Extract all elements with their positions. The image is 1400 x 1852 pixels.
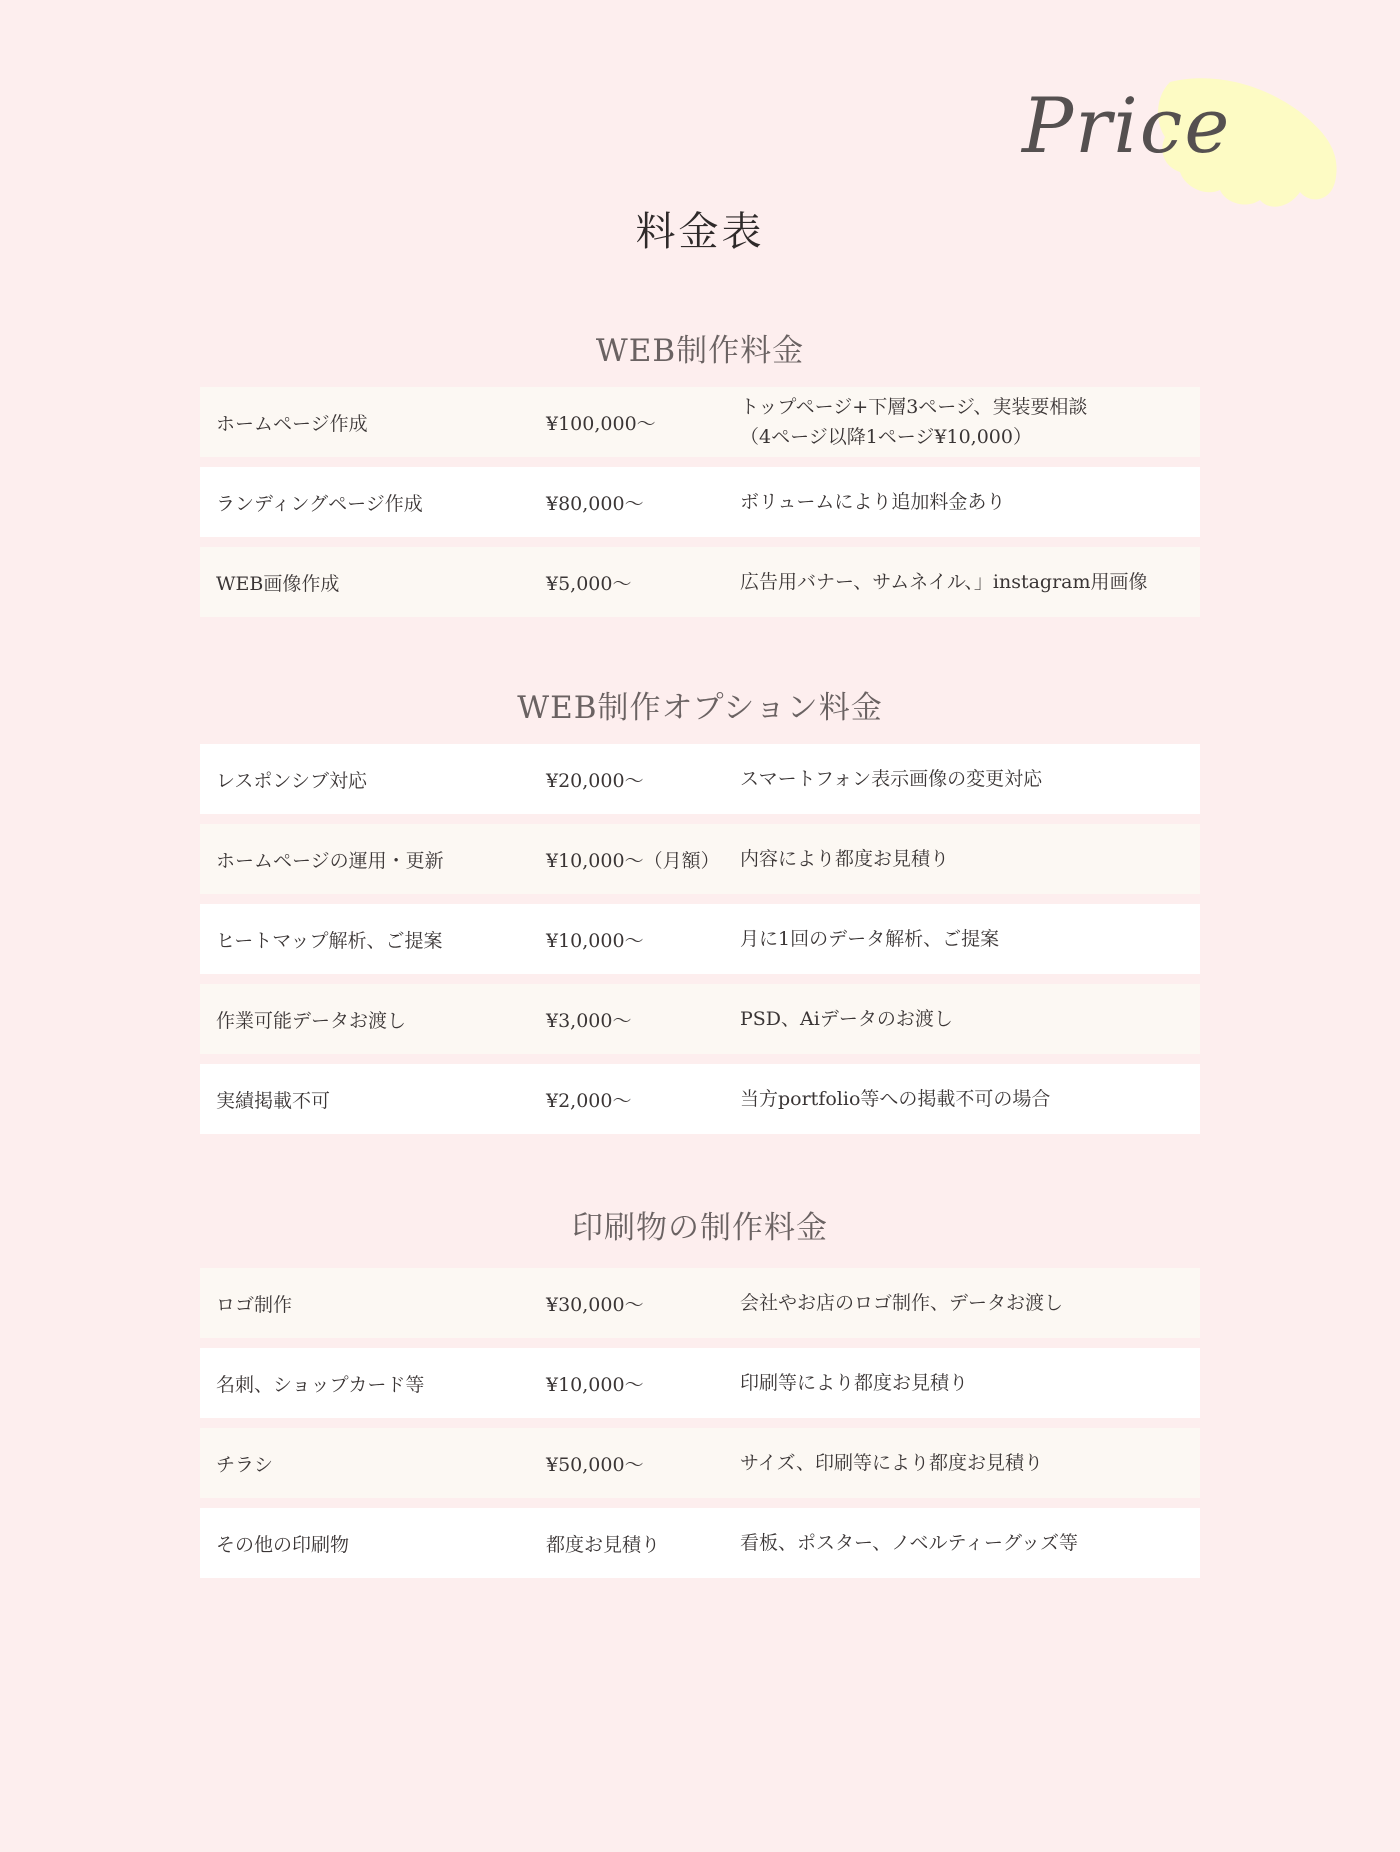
item-note: PSD、Aiデータのお渡し [740, 1007, 953, 1030]
table-row [200, 1508, 1200, 1578]
item-name: 実績掲載不可 [216, 1089, 331, 1112]
item-price: ¥20,000〜 [546, 769, 644, 792]
price-script-logo: Price [1022, 81, 1232, 170]
item-price: ¥10,000〜 [546, 1373, 644, 1396]
item-note: 看板、ポスター、ノベルティーグッズ等 [740, 1531, 1079, 1554]
item-price: ¥5,000〜 [546, 572, 632, 595]
item-note: スマートフォン表示画像の変更対応 [740, 767, 1043, 790]
table-row [200, 1428, 1200, 1498]
item-note: 印刷等により都度お見積り [740, 1371, 969, 1394]
table-row [200, 1064, 1200, 1134]
item-note: サイズ、印刷等により都度お見積り [740, 1451, 1044, 1474]
item-price: ¥3,000〜 [546, 1009, 632, 1032]
table-row [200, 1268, 1200, 1338]
item-name: ホームページの運用・更新 [216, 849, 444, 872]
item-name: その他の印刷物 [216, 1533, 350, 1556]
price-table-print-production [200, 1268, 1200, 1588]
item-price: ¥10,000〜（月額） [546, 849, 720, 872]
item-price: ¥30,000〜 [546, 1293, 644, 1316]
item-name: 名刺、ショップカード等 [216, 1373, 425, 1396]
item-note [740, 392, 1200, 453]
table-row [200, 387, 1200, 457]
item-price: ¥10,000〜 [546, 929, 644, 952]
item-price: 都度お見積り [546, 1533, 661, 1556]
table-row [200, 744, 1200, 814]
table-row [200, 467, 1200, 537]
item-name: ランディングページ作成 [216, 492, 423, 515]
section-title-print-production: 印刷物の制作料金 [572, 1210, 828, 1246]
item-note-line: トップページ+下層3ページ、実装要相談 [740, 395, 1088, 418]
table-row [200, 547, 1200, 617]
table-row [200, 824, 1200, 894]
item-name: ホームページ作成 [216, 412, 368, 435]
item-name: 作業可能データお渡し [216, 1009, 407, 1032]
price-table-web-production [200, 387, 1200, 627]
item-note: ボリュームにより追加料金あり [740, 490, 1006, 513]
table-row [200, 1348, 1200, 1418]
item-name: レスポンシブ対応 [216, 769, 367, 792]
item-note-line: （4ページ以降1ページ¥10,000） [740, 426, 1032, 448]
item-price: ¥100,000〜 [546, 412, 656, 435]
price-table-web-options [200, 744, 1200, 1144]
page-title: 料金表 [635, 209, 765, 255]
item-name: ロゴ制作 [216, 1293, 293, 1316]
section-title-web-options: WEB制作オプション料金 [517, 690, 883, 726]
section-title-web-production: WEB制作料金 [595, 333, 805, 369]
item-note: 内容により都度お見積り [740, 847, 950, 870]
item-name: WEB画像作成 [216, 572, 340, 595]
item-price: ¥80,000〜 [546, 492, 644, 515]
item-price: ¥2,000〜 [546, 1089, 632, 1112]
item-name: ヒートマップ解析、ご提案 [216, 929, 443, 952]
item-price: ¥50,000〜 [546, 1453, 644, 1476]
table-row [200, 904, 1200, 974]
table-row [200, 984, 1200, 1054]
item-name: チラシ [216, 1453, 274, 1476]
item-note: 当方portfolio等への掲載不可の場合 [740, 1087, 1051, 1110]
item-note: 会社やお店のロゴ制作、データお渡し [740, 1291, 1064, 1314]
item-note: 月に1回のデータ解析、ご提案 [740, 927, 1000, 950]
item-note: 広告用バナー、サムネイル、」instagram用画像 [740, 570, 1148, 593]
